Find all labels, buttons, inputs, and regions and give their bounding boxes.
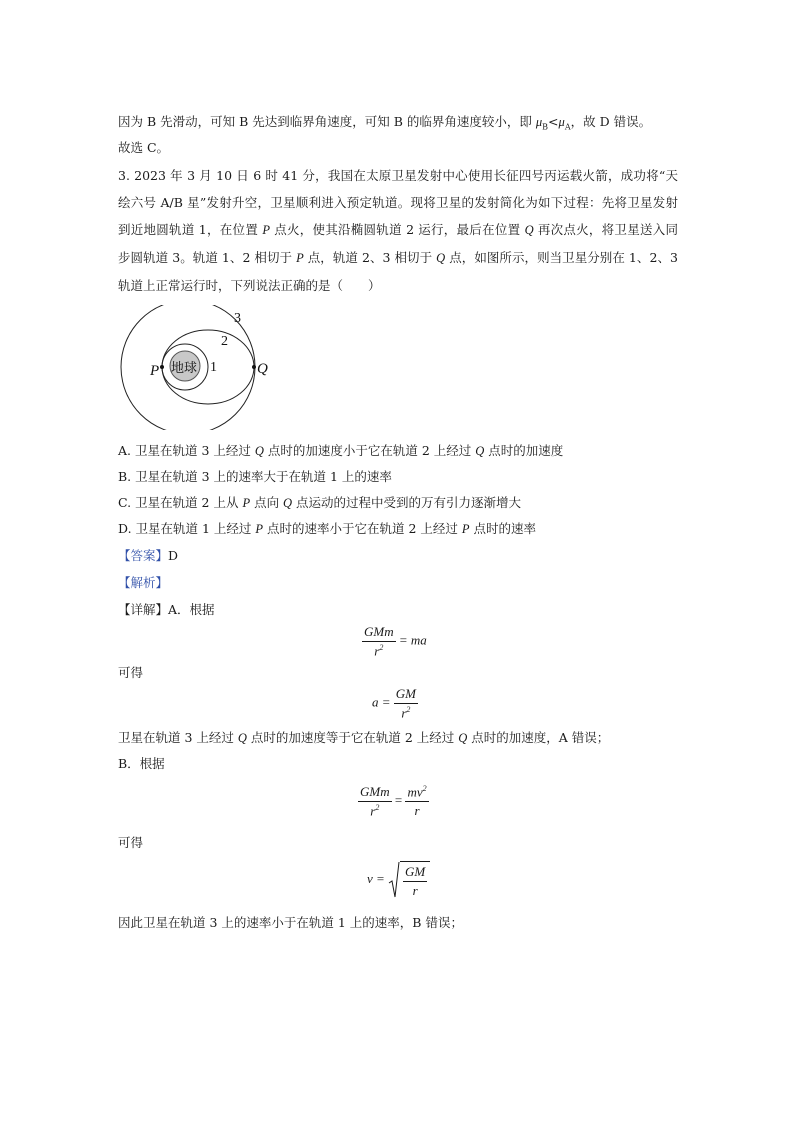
- kede-2: 可得: [118, 835, 144, 850]
- exponent: 2: [406, 705, 411, 714]
- less-than-symbol: <: [548, 114, 559, 129]
- point-p: P: [242, 496, 251, 510]
- option-b: B. 卫星在轨道 3 上的速率大于在轨道 1 上的速率: [118, 469, 392, 484]
- subscript-b: B: [542, 122, 549, 132]
- point-q: Q: [436, 251, 446, 265]
- point-q: Q: [458, 731, 468, 745]
- square-root: [388, 861, 430, 899]
- exponent: 2: [379, 643, 384, 652]
- text-segment: 点时的加速度，A 错误；: [467, 730, 610, 745]
- text-line-choice: 故选 C。: [118, 140, 170, 155]
- option-a: [118, 442, 563, 460]
- exponent: 2: [375, 803, 380, 812]
- kede-1: 可得: [118, 665, 144, 680]
- fraction: [362, 624, 396, 659]
- label-p: P: [150, 363, 160, 379]
- den-var: r: [374, 643, 380, 659]
- text-segment: D. 卫星在轨道 1 上经过: [118, 521, 256, 536]
- text-segment: 点，轨道 2、3 相切于: [303, 250, 437, 265]
- point-q: Q: [524, 223, 534, 237]
- label-orbit-3: 3: [234, 311, 241, 326]
- detail-tag: 【详解】: [118, 602, 169, 617]
- equals: =: [394, 792, 403, 808]
- answer-value: D: [168, 548, 179, 563]
- detail-b-intro: B．根据: [118, 756, 165, 771]
- orbit-diagram-svg: [118, 305, 268, 430]
- text-segment: 点向: [250, 495, 284, 510]
- formula-velocity: [367, 861, 430, 899]
- text-segment: 点时的速率小于它在轨道 2 上经过: [263, 521, 462, 536]
- den-var: r: [370, 803, 376, 819]
- text-segment: 点时的加速度: [484, 443, 564, 458]
- formula-centripetal: [358, 784, 429, 819]
- text-segment: A. 卫星在轨道 3 上经过: [118, 443, 255, 458]
- point-q: Q: [475, 444, 485, 458]
- point-q: Q: [254, 444, 264, 458]
- label-q: Q: [257, 361, 268, 377]
- detail-b-conclusion: 因此卫星在轨道 3 上的速率小于在轨道 1 上的速率，B 错误；: [118, 915, 463, 930]
- numerator: [405, 784, 428, 802]
- fraction: [394, 686, 418, 721]
- text-segment: 卫星在轨道 3 上经过: [118, 730, 238, 745]
- denominator: r: [412, 883, 418, 898]
- den-var: r: [401, 705, 407, 721]
- subscript-a: A: [564, 122, 571, 132]
- analysis-tag: 【解析】: [118, 575, 169, 590]
- text-segment: 因为 B 先滑动，可知 B 先达到临界角速度，可知 B 的临界角速度较小，即: [118, 114, 536, 129]
- denominator: [374, 642, 383, 659]
- detail-a-conclusion: [118, 729, 609, 747]
- formula-acceleration: [372, 686, 418, 721]
- mu-symbol: μ: [535, 115, 543, 129]
- radicand: [400, 861, 430, 899]
- formula-gravity-acceleration: [362, 624, 427, 659]
- answer-line: [118, 547, 178, 565]
- text-segment: 点运动的过程中受到的万有引力逐渐增大: [292, 495, 522, 510]
- text-segment: C. 卫星在轨道 2 上从: [118, 495, 243, 510]
- denominator: r: [414, 803, 420, 819]
- fraction: [403, 864, 427, 899]
- detail-a-intro: [118, 601, 215, 619]
- label-orbit-1: 1: [210, 360, 217, 375]
- text-segment: 点时的加速度小于它在轨道 2 上经过: [263, 443, 476, 458]
- text-segment: 再次点火，将卫星送入同步圆轨道 3。轨道 1、2 相切于: [118, 222, 678, 265]
- text-segment: ，故 D 错误。: [570, 114, 652, 129]
- question-3-stem: [118, 162, 678, 299]
- point-p: P: [296, 251, 304, 265]
- rhs: = ma: [398, 632, 427, 648]
- point-p: P: [262, 223, 270, 237]
- label-orbit-2: 2: [221, 334, 228, 349]
- point-p: P: [255, 522, 264, 536]
- text-segment: 3. 2023 年 3 月 10 日 6 时 41 分，我国在太原卫星发射中心使用长征四号丙运载火箭，成功将“天绘六号 A/B 星”发射升空，卫星顺利进入预定轨道。现将卫星的发射简化为如下过程：先将卫星发射到近地圆轨道 1，在位置: [118, 168, 678, 237]
- option-c: [118, 494, 521, 512]
- mu-symbol: μ: [558, 115, 565, 129]
- lhs: v =: [367, 870, 385, 886]
- point-q-dot: [252, 365, 256, 369]
- denominator: [370, 802, 379, 819]
- num-var: mv: [407, 784, 423, 800]
- fraction: [405, 784, 428, 819]
- text-segment: 点时的速率: [469, 521, 537, 536]
- text-segment: A．根据: [168, 602, 215, 617]
- text-line-conclusion-d: [118, 113, 651, 137]
- analysis-line: [118, 574, 168, 592]
- text-segment: 点，如图所示，则当卫星分别在 1、2、3 轨道上正常运行时，下列说法正确的是（ ）: [118, 250, 678, 293]
- radical-sign-icon: [388, 861, 400, 899]
- exponent: 2: [422, 784, 427, 793]
- orbit-diagram: [118, 305, 268, 433]
- numerator: GM: [403, 864, 427, 882]
- lhs: a =: [372, 694, 391, 710]
- text-segment: 点火，使其沿椭圆轨道 2 运行，最后在位置: [269, 222, 525, 237]
- earth-label: 地球: [171, 361, 198, 376]
- option-d: [118, 520, 536, 538]
- numerator: GMm: [362, 624, 396, 642]
- answer-tag: 【答案】: [118, 548, 169, 563]
- text-segment: 点时的加速度等于它在轨道 2 上经过: [246, 730, 459, 745]
- numerator: GMm: [358, 784, 392, 802]
- point-q: Q: [283, 496, 293, 510]
- denominator: [401, 704, 410, 721]
- point-p: P: [461, 522, 470, 536]
- numerator: GM: [394, 686, 418, 704]
- fraction: [358, 784, 392, 819]
- point-p-dot: [160, 365, 164, 369]
- point-q: Q: [237, 731, 247, 745]
